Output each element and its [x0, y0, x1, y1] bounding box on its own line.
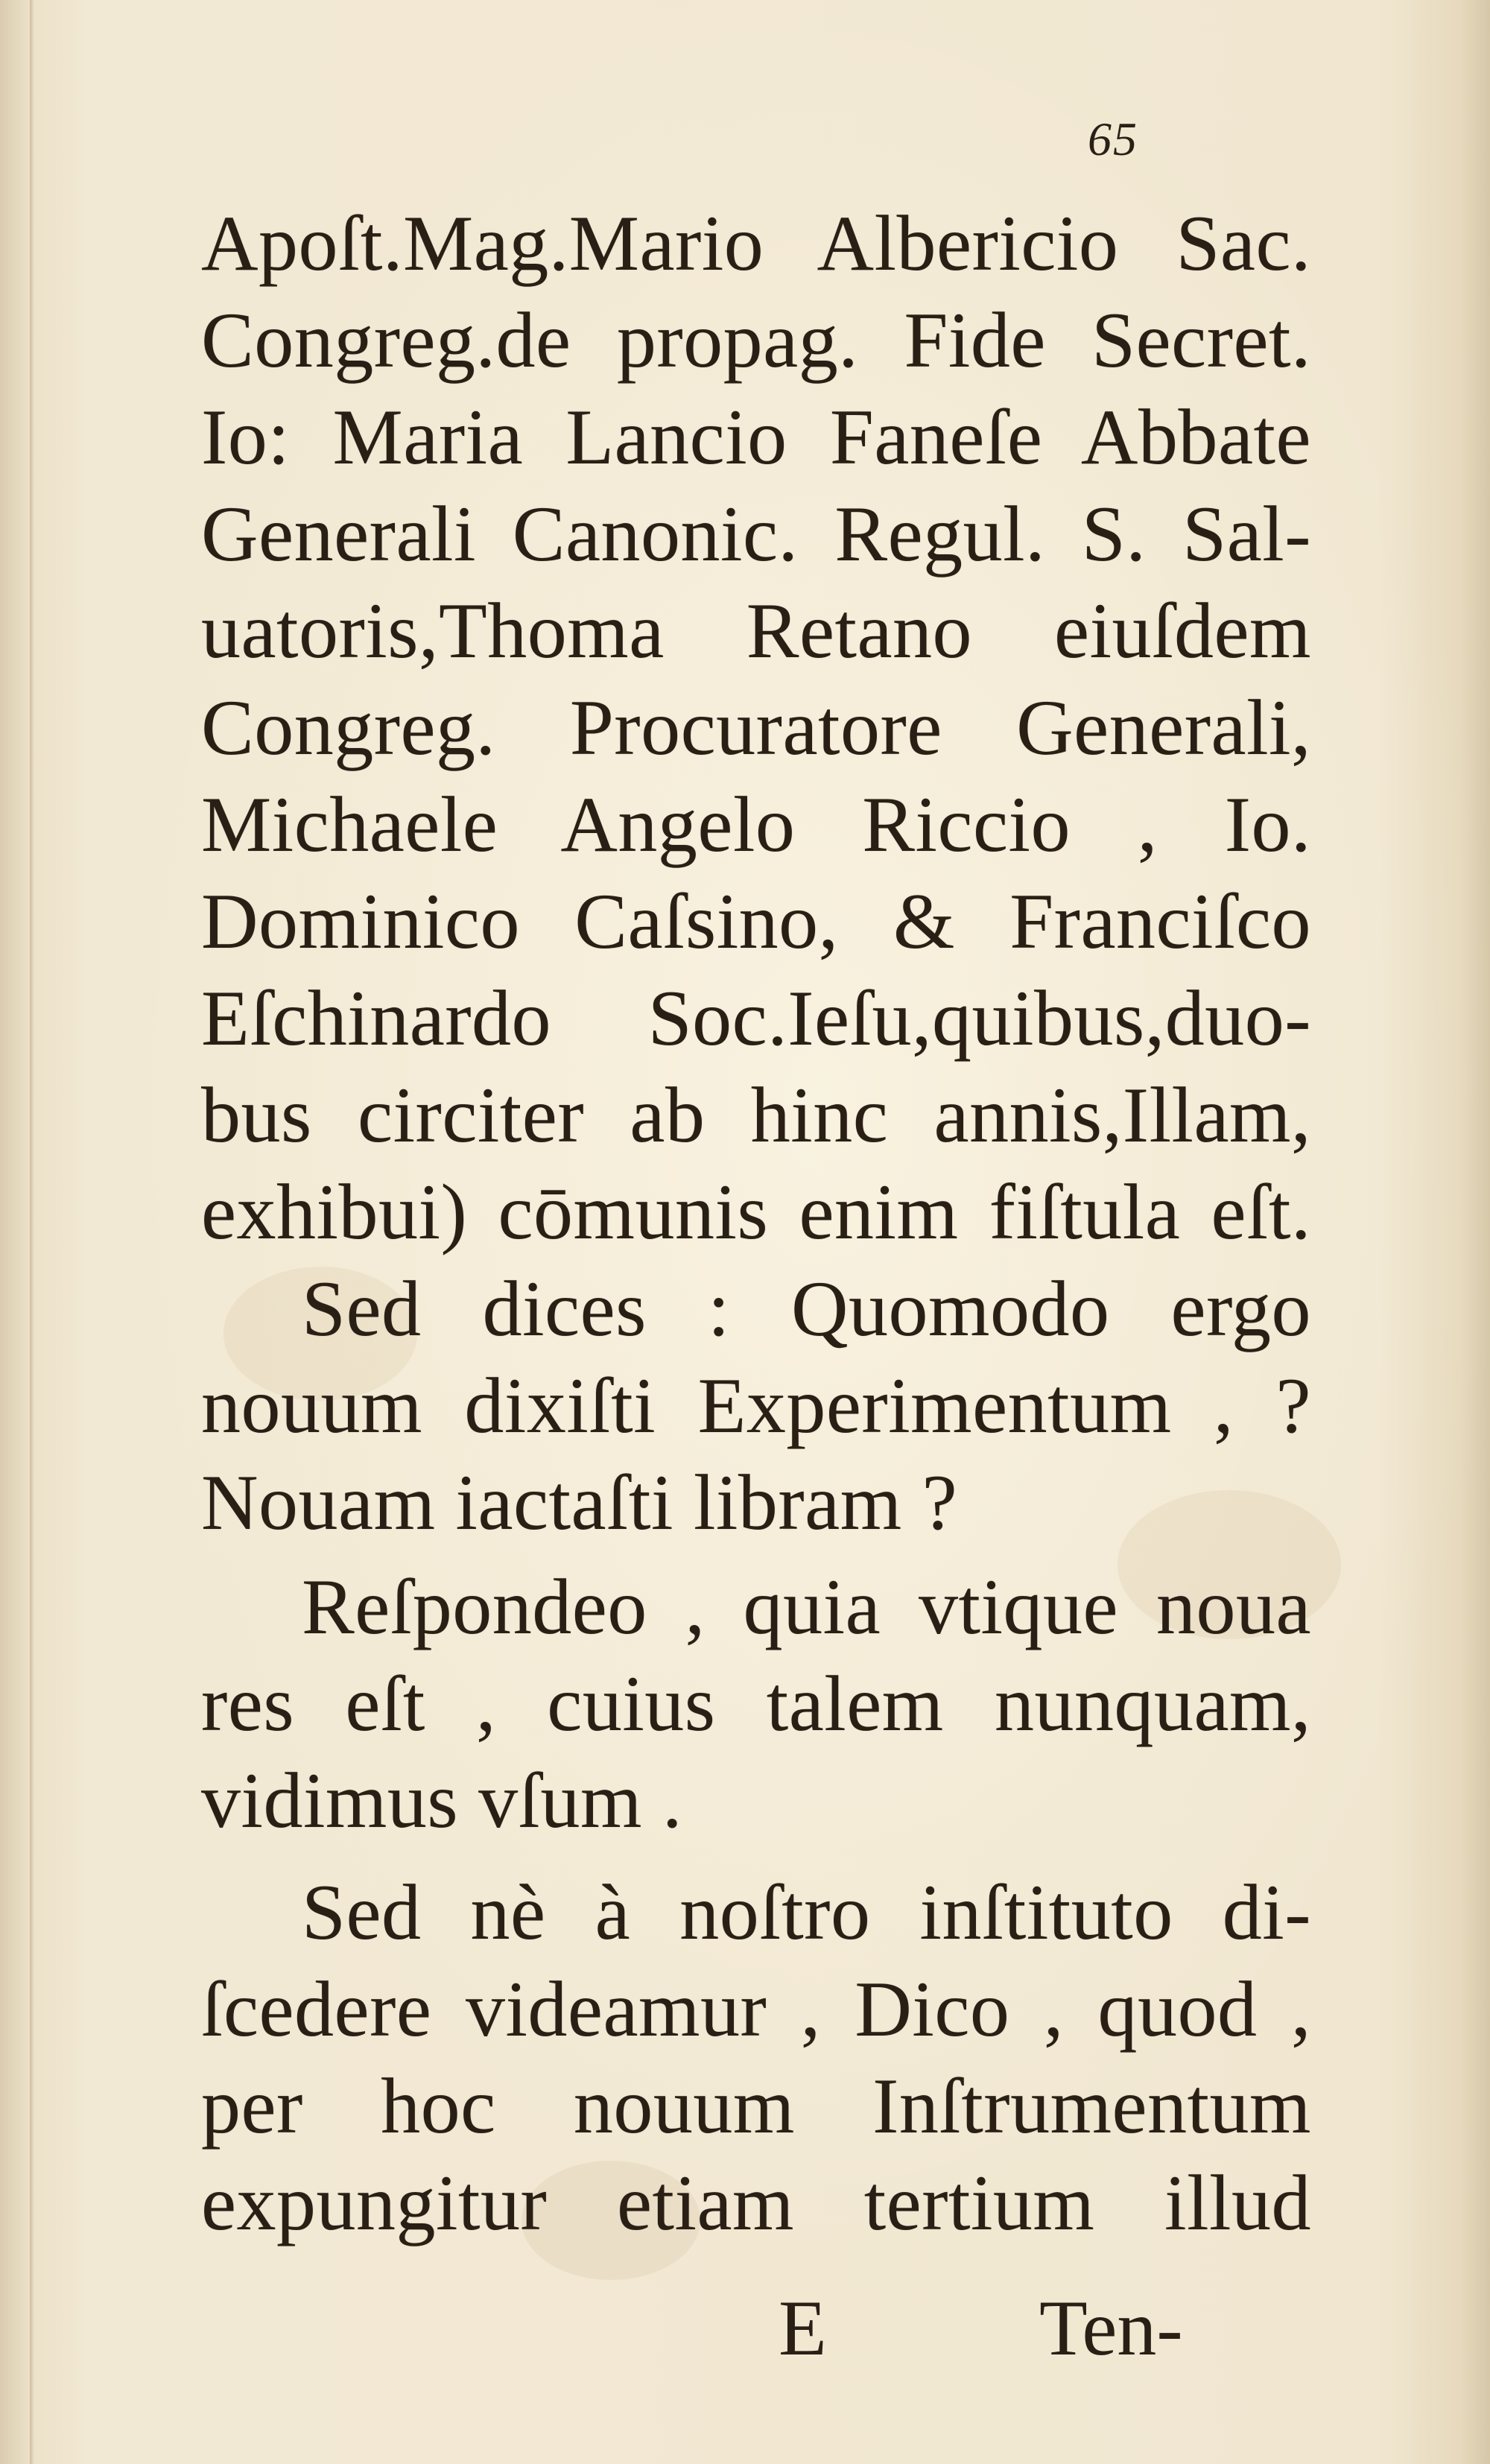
text-line: Generali Canonic. Regul. S. Sal-	[201, 490, 1311, 577]
text-line: bus circiter ab hinc annis,Illam,	[201, 1071, 1311, 1159]
text-line: Sed nè à noſtro inſtituto di-	[302, 1869, 1311, 1956]
text-line: vidimus vſum .	[201, 1757, 683, 1844]
text-line: nouum dixiſti Experimentum , ?	[201, 1362, 1311, 1449]
text-line: Sed dices : Quomodo ergo	[302, 1265, 1311, 1352]
signature-mark: E	[779, 2284, 827, 2372]
text-line: Congreg. Procuratore Generali,	[201, 684, 1311, 771]
text-line: res eſt , cuius talem nunquam,	[201, 1660, 1311, 1747]
text-line: expungitur etiam tertium illud	[201, 2159, 1311, 2246]
text-line: exhibui) cōmunis enim fiſtula eſt.	[201, 1168, 1311, 1255]
text-line: Michaele Angelo Riccio , Io.	[201, 781, 1311, 868]
text-line: Dominico Caſsino, & Franciſco	[201, 878, 1311, 965]
text-line: uatoris,Thoma Retano eiuſdem	[201, 587, 1311, 674]
text-line: Reſpondeo , quia vtique noua	[302, 1563, 1311, 1650]
page-number: 65	[1088, 113, 1138, 165]
text-line: Eſchinardo Soc.Ieſu,quibus,duo-	[201, 975, 1311, 1062]
text-line: Congreg.de propag. Fide Secret.	[201, 297, 1311, 384]
text-line: Apoſt.Mag.Mario Albericio Sac.	[201, 200, 1311, 287]
text-line: Nouam iactaſti libram ?	[201, 1459, 958, 1546]
catchword: Ten-	[1039, 2284, 1183, 2372]
text-line: per hoc nouum Inſtrumentum	[201, 2062, 1311, 2150]
text-line: Io: Maria Lancio Faneſe Abbate	[201, 393, 1311, 481]
text-line: ſcedere videamur , Dico , quod ,	[201, 1966, 1311, 2053]
